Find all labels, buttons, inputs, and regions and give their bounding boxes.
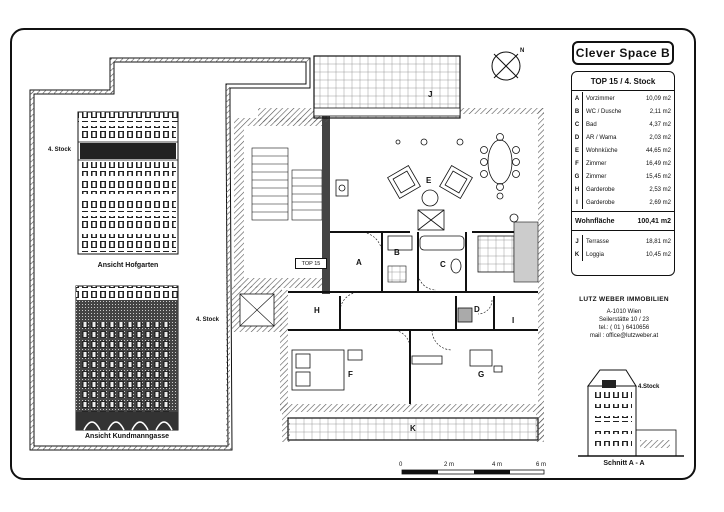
scale-tick: 4 m — [492, 462, 503, 468]
facade-hofgarten-label: Ansicht Hofgarten — [97, 262, 159, 269]
area-table-room: Zimmer — [586, 160, 607, 167]
room-label-k: K — [410, 424, 416, 433]
area-table-code: B — [572, 105, 583, 118]
area-table-area: 15,45 m2 — [645, 173, 671, 180]
area-table-code: E — [572, 144, 583, 157]
company-line: A-1010 Wien — [606, 309, 642, 315]
area-table-room: Garderobe — [586, 186, 615, 193]
area-table-total — [572, 211, 674, 231]
area-table-code: F — [572, 157, 583, 170]
section-floor-label: 4.Stock — [638, 384, 660, 390]
company-name: LUTZ WEBER IMMOBILIEN — [579, 296, 669, 303]
room-label-c: C — [440, 260, 446, 269]
company-line: mail : office@lutzweber.at — [589, 333, 659, 339]
area-table-row — [572, 105, 674, 118]
area-table-code: D — [572, 131, 583, 144]
north-label: N — [520, 48, 525, 54]
area-table-area: 2,03 m2 — [649, 134, 671, 141]
area-table-row — [572, 144, 674, 157]
area-table-code: K — [572, 248, 583, 261]
room-label-g: G — [478, 370, 485, 379]
area-table-row — [572, 118, 674, 131]
area-table-row — [572, 157, 674, 170]
area-table-row — [572, 131, 674, 144]
facade-hofgarten — [78, 112, 178, 254]
area-table-area: 18,81 m2 — [645, 238, 671, 245]
north-arrow — [492, 52, 520, 80]
apartment-walls — [232, 108, 544, 440]
area-total-label: Wohnfläche — [575, 217, 615, 225]
unit-label: TOP 15 — [295, 258, 327, 269]
company-info — [572, 296, 676, 340]
scale-tick: 0 — [399, 462, 403, 468]
facade-kundmanngasse-label: Ansicht Kundmanngasse — [84, 433, 169, 440]
area-table-room: Garderobe — [586, 199, 615, 206]
terrace-j — [314, 56, 460, 118]
area-table-area: 4,37 m2 — [649, 121, 671, 128]
area-table-room: AR / Wama — [586, 134, 617, 141]
project-title: Clever Space B — [572, 41, 674, 65]
area-table-area: 10,09 m2 — [645, 95, 671, 102]
furniture-bedrooms — [292, 308, 502, 390]
room-label-b: B — [394, 248, 400, 257]
area-table-row — [572, 235, 674, 248]
area-table-room: WC / Dusche — [586, 108, 622, 115]
facade-hofgarten-floor-label: 4. Stock — [48, 147, 72, 153]
area-table-heading: TOP 15 / 4. Stock — [572, 72, 674, 91]
room-label-d: D — [474, 305, 480, 314]
room-label-h: H — [314, 306, 320, 315]
area-table-code: C — [572, 118, 583, 131]
scale-tick: 2 m — [444, 462, 455, 468]
facade-kundmanngasse-floor-label: 4. Stock — [196, 317, 220, 323]
area-table-room: Vorzimmer — [586, 95, 615, 102]
area-table-area: 2,11 m2 — [649, 108, 671, 115]
area-table-code: J — [572, 235, 583, 248]
area-table-row — [572, 92, 674, 105]
area-table-row — [572, 248, 674, 261]
room-label-f: F — [348, 370, 353, 379]
room-label-j: J — [428, 90, 433, 99]
scale-tick: 6 m — [536, 462, 547, 468]
area-table-room: Bad — [586, 121, 597, 128]
area-table-row — [572, 196, 674, 209]
area-table-row — [572, 170, 674, 183]
company-line: tel.: ( 01 ) 6410656 — [598, 325, 650, 331]
area-table-area: 10,45 m2 — [645, 251, 671, 258]
area-table-code: G — [572, 170, 583, 183]
area-table-row — [572, 183, 674, 196]
area-table-area: 2,69 m2 — [649, 199, 671, 206]
area-table-room: Zimmer — [586, 173, 607, 180]
company-line: Seilerstätte 10 / 23 — [598, 317, 650, 323]
area-table-code: H — [572, 183, 583, 196]
area-table-area: 44,65 m2 — [645, 147, 671, 154]
section-drawing — [578, 370, 684, 456]
area-table-room: Loggia — [586, 251, 605, 258]
room-label-i: I — [512, 316, 515, 325]
area-table — [571, 71, 675, 276]
area-table-code: A — [572, 92, 583, 105]
area-table-code: I — [572, 196, 583, 209]
room-label-e: E — [426, 176, 432, 185]
area-total-value: 100,41 m2 — [637, 217, 671, 225]
area-table-room: Terrasse — [586, 238, 610, 245]
scale-bar — [402, 470, 544, 474]
area-table-room: Wohnküche — [586, 147, 618, 154]
facade-kundmanngasse — [76, 286, 178, 430]
area-table-area: 16,49 m2 — [645, 160, 671, 167]
section-label: Schnitt A - A — [603, 460, 645, 467]
room-label-a: A — [356, 258, 362, 267]
area-table-area: 2,53 m2 — [649, 186, 671, 193]
